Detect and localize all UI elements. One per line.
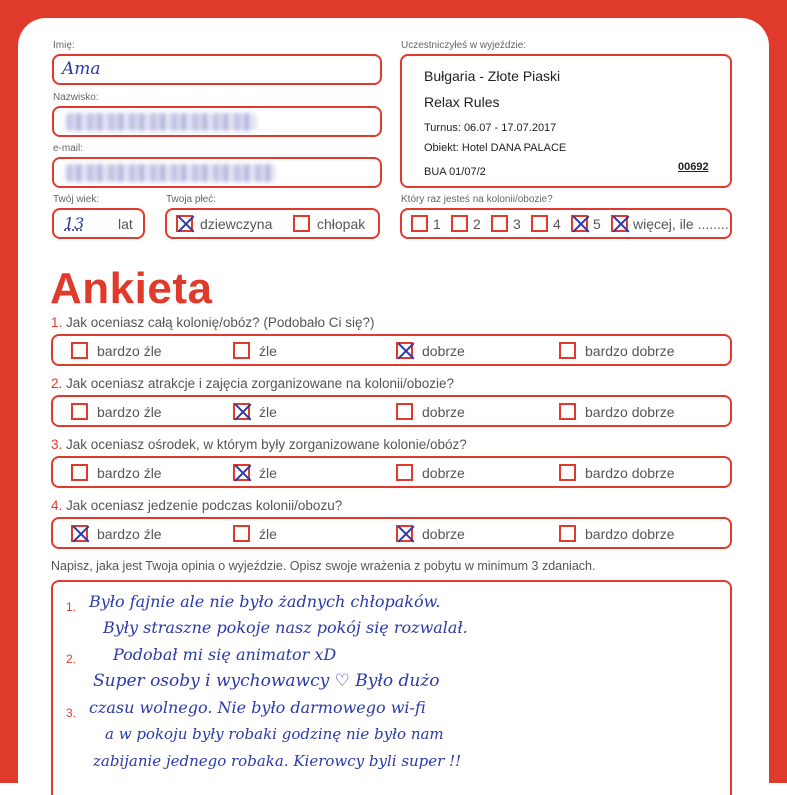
gender-checkbox-boy[interactable] [293,215,310,232]
opinion-number-3: 3. [66,706,77,720]
question-4-answers [51,517,732,549]
camp-count-checkbox-1[interactable] [411,215,428,232]
trip-turnus: Turnus: 06.07 - 17.07.2017 [424,122,557,134]
gender-label: Twoja płeć: [166,194,217,205]
email-field[interactable] [52,157,382,188]
q3-checkbox-bardzo-zle[interactable] [71,464,88,481]
q4-option-bardzo-zle: bardzo źle [97,526,162,542]
trip-code: BUA 01/07/2 [424,166,486,178]
surname-label: Nazwisko: [53,92,99,103]
age-field[interactable] [52,208,145,239]
question-3 [51,437,467,452]
redacted-email [66,164,276,182]
q3-checkbox-dobrze[interactable] [396,464,413,481]
q4-checkbox-dobrze[interactable] [396,525,413,542]
camp-count-option-5: 5 [593,216,601,232]
q2-checkbox-dobrze[interactable] [396,403,413,420]
question-1-answers [51,334,732,366]
camp-count-checkbox-4[interactable] [531,215,548,232]
surname-field[interactable] [52,106,382,137]
q2-checkbox-bardzo-dobrze[interactable] [559,403,576,420]
trip-program: Relax Rules [424,94,500,110]
camp-count-option-3: 3 [513,216,521,232]
q1-option-bardzo-dobrze: bardzo dobrze [585,343,675,359]
q2-checkbox-bardzo-zle[interactable] [71,403,88,420]
gender-checkbox-girl[interactable] [176,215,193,232]
question-1 [51,315,374,330]
survey-title: Ankieta [50,264,213,313]
q1-option-bardzo-zle: bardzo źle [97,343,162,359]
q4-checkbox-zle[interactable] [233,525,250,542]
camp-count-option-more: więcej, ile ........ [633,216,729,232]
trip-obiekt: Obiekt: Hotel DANA PALACE [424,142,567,154]
opinion-line-5: czasu wolnego. Nie było darmowego wi-fi [89,698,426,717]
camp-count-checkbox-more[interactable] [611,215,628,232]
camp-count-label: Który raz jesteś na kolonii/obozie? [401,194,553,205]
q1-checkbox-dobrze[interactable] [396,342,413,359]
form-sheet [18,18,769,788]
question-2-text: Jak oceniasz atrakcje i zajęcia zorganizowane na kolonii/obozie? [66,376,455,391]
trip-box [400,54,732,188]
question-2 [51,376,454,391]
age-suffix: lat [118,216,133,232]
q4-checkbox-bardzo-zle[interactable] [71,525,88,542]
q1-option-dobrze: dobrze [422,343,465,359]
q2-option-zle: źle [259,404,277,420]
gender-option-girl: dziewczyna [200,216,273,232]
question-4 [51,498,342,513]
question-3-number: 3. [51,437,63,452]
question-2-answers [51,395,732,427]
q1-checkbox-bardzo-dobrze[interactable] [559,342,576,359]
q2-checkbox-zle[interactable] [233,403,250,420]
opinion-number-2: 2. [66,652,77,666]
opinion-line-7: zabijanie jednego robaka. Kierowcy byli super !! [93,752,462,770]
age-label: Twój wiek: [53,194,100,205]
opinion-line-4: Super osoby i wychowawcy ♡ Było dużo [93,671,440,691]
opinion-line-1: Było fajnie ale nie było żadnych chłopaków. [89,592,441,611]
gender-field [165,208,380,239]
name-label: Imię: [53,40,75,51]
camp-count-checkbox-3[interactable] [491,215,508,232]
question-2-number: 2. [51,376,63,391]
camp-count-option-1: 1 [433,216,441,232]
age-handwriting: 13 [64,214,85,233]
q2-option-dobrze: dobrze [422,404,465,420]
q1-checkbox-zle[interactable] [233,342,250,359]
opinion-box[interactable] [51,580,732,795]
opinion-line-2: Były straszne pokoje nasz pokój się rozwalał. [103,618,468,637]
q3-option-bardzo-zle: bardzo źle [97,465,162,481]
name-handwriting: Ama [62,59,101,79]
q4-option-bardzo-dobrze: bardzo dobrze [585,526,675,542]
camp-count-field [400,208,732,239]
question-3-answers [51,456,732,488]
question-4-number: 4. [51,498,63,513]
name-field[interactable] [52,54,382,85]
q4-option-zle: źle [259,526,277,542]
camp-count-option-4: 4 [553,216,561,232]
question-1-number: 1. [51,315,63,330]
trip-destination: Bułgaria - Złote Piaski [424,68,561,84]
q1-option-zle: źle [259,343,277,359]
q4-option-dobrze: dobrze [422,526,465,542]
q3-checkbox-zle[interactable] [233,464,250,481]
trip-number: 00692 [678,161,709,173]
q3-option-zle: źle [259,465,277,481]
opinion-prompt: Napisz, jaka jest Twoja opinia o wyjeździe. Opisz swoje wrażenia z pobytu w minimum 3 zdaniach. [51,559,596,573]
q2-option-bardzo-zle: bardzo źle [97,404,162,420]
gender-option-boy: chłopak [317,216,366,232]
question-3-text: Jak oceniasz ośrodek, w którym były zorganizowane kolonie/obóz? [66,437,467,452]
question-1-text: Jak oceniasz całą kolonię/obóz? (Podobało Ci się?) [66,315,375,330]
email-label: e-mail: [53,143,84,154]
q1-checkbox-bardzo-zle[interactable] [71,342,88,359]
opinion-line-3: Podobał mi się animator xD [113,645,337,664]
camp-count-option-2: 2 [473,216,481,232]
opinion-line-6: a w pokoju były robaki godzinę nie było nam [105,725,444,743]
q4-checkbox-bardzo-dobrze[interactable] [559,525,576,542]
q3-option-bardzo-dobrze: bardzo dobrze [585,465,675,481]
redacted-surname [66,113,256,131]
q3-checkbox-bardzo-dobrze[interactable] [559,464,576,481]
q3-option-dobrze: dobrze [422,465,465,481]
camp-count-checkbox-2[interactable] [451,215,468,232]
camp-count-checkbox-5[interactable] [571,215,588,232]
opinion-number-1: 1. [66,600,77,614]
question-4-text: Jak oceniasz jedzenie podczas kolonii/obozu? [66,498,343,513]
trip-label: Uczestniczyłeś w wyjeździe: [401,40,527,51]
q2-option-bardzo-dobrze: bardzo dobrze [585,404,675,420]
